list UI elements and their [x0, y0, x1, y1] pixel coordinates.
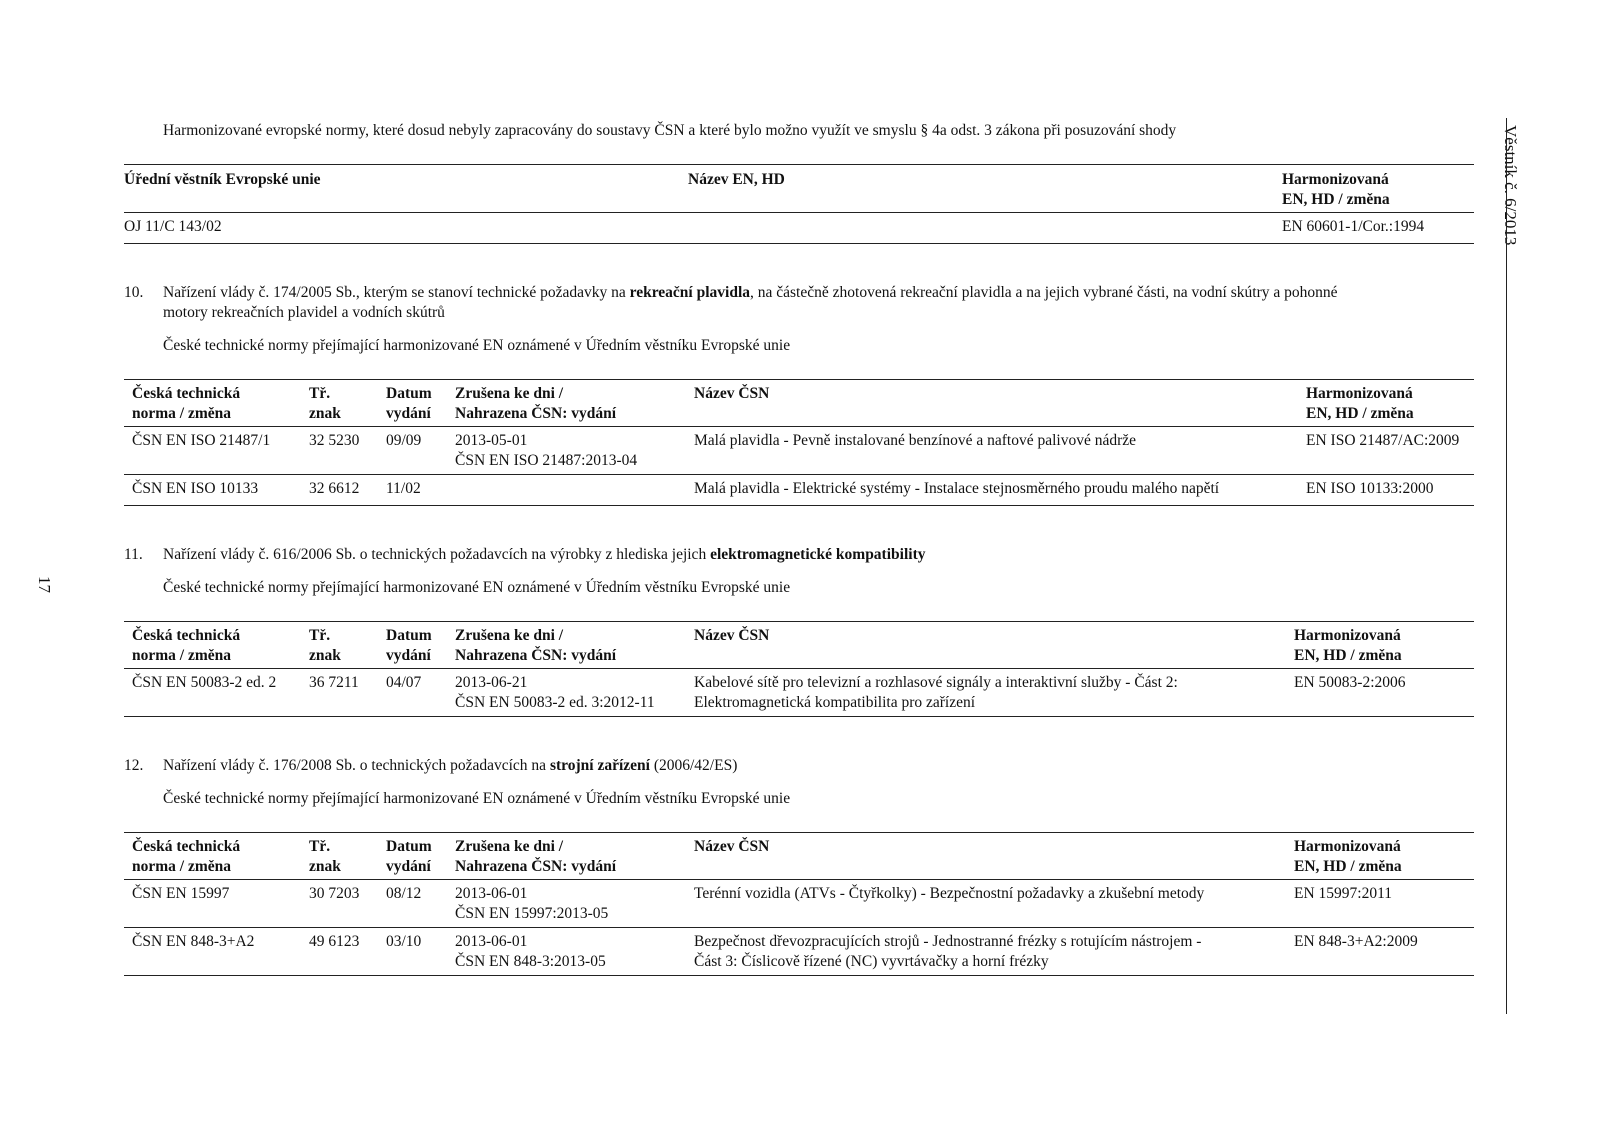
cell-harmonized: EN 50083-2:2006 — [1294, 674, 1406, 691]
th-class: Tř. znak — [309, 838, 341, 875]
cell-harmonized: EN ISO 21487/AC:2009 — [1306, 432, 1460, 449]
cell-class: 32 6612 — [309, 480, 360, 497]
th-csn: Česká technická norma / změna — [132, 838, 241, 875]
rule — [124, 975, 1474, 976]
section-number: 11. — [124, 546, 143, 563]
cell-date: 08/12 — [386, 885, 422, 902]
cell-csn: ČSN EN ISO 21487/1 — [132, 432, 271, 449]
rule — [124, 212, 1474, 213]
th-cancelled: Zrušena ke dni / Nahrazena ČSN: vydání — [455, 838, 617, 875]
th-date: Datum vydání — [386, 385, 432, 422]
rule — [124, 879, 1474, 880]
th-name: Název ČSN — [694, 838, 770, 855]
cell-class: 30 7203 — [309, 885, 360, 902]
header-harmonized-a: Harmonizovaná — [1282, 171, 1389, 188]
cell-date: 03/10 — [386, 933, 422, 950]
cell-date: 04/07 — [386, 674, 422, 691]
cell-name: Terénní vozidla (ATVs - Čtyřkolky) - Bezpečnostní požadavky a zkušební metody — [694, 885, 1205, 902]
cell-name: Bezpečnost dřevozpracujících strojů - Jednostranné frézky s rotujícím nástrojem - Část 3: Číslicově řízené (NC) vyvrtávačky a horní frézky — [694, 933, 1202, 970]
cell-harmonized: EN ISO 10133:2000 — [1306, 480, 1434, 497]
header-name-en: Název EN, HD — [688, 171, 785, 188]
top-heading: Harmonizované evropské normy, které dosud nebyly zapracovány do soustavy ČSN a které bylo možno využít ve smyslu § 4a odst. 3 zákona při posuzování shody — [163, 122, 1177, 139]
section-subtitle: České technické normy přejímající harmonizované EN oznámené v Úředním věstníku Evropské unie — [163, 790, 791, 807]
page-number: 17 — [35, 576, 54, 593]
cell-cancelled: 2013-06-01 ČSN EN 15997:2013-05 — [455, 885, 609, 922]
cell-name: Kabelové sítě pro televizní a rozhlasové signály a interaktivní služby - Část 2: Elektromagnetická kompatibilita pro zařízení — [694, 674, 1178, 711]
th-cancelled: Zrušena ke dni / Nahrazena ČSN: vydání — [455, 385, 617, 422]
th-cancelled: Zrušena ke dni / Nahrazena ČSN: vydání — [455, 627, 617, 664]
th-class: Tř. znak — [309, 385, 341, 422]
section-title: Nařízení vlády č. 616/2006 Sb. o technických požadavcích na výrobky z hlediska jejich elektromagnetické kompatibility — [163, 546, 926, 563]
section-title: Nařízení vlády č. 176/2008 Sb. o technických požadavcích na strojní zařízení (2006/42/ES) — [163, 757, 738, 774]
rule — [124, 832, 1474, 833]
rule — [124, 927, 1474, 928]
rule — [124, 426, 1474, 427]
header-harmonized-b: EN, HD / změna — [1282, 191, 1390, 208]
section-subtitle: České technické normy přejímající harmonizované EN oznámené v Úředním věstníku Evropské unie — [163, 337, 791, 354]
oj-reference: OJ 11/C 143/02 — [124, 218, 222, 235]
th-harmonized: Harmonizovaná EN, HD / změna — [1294, 627, 1402, 664]
right-margin-rule — [1506, 118, 1507, 1014]
th-name: Název ČSN — [694, 627, 770, 644]
th-harmonized: Harmonizovaná EN, HD / změna — [1306, 385, 1414, 422]
rule — [124, 621, 1474, 622]
header-oj: Úřední věstník Evropské unie — [124, 171, 321, 188]
th-harmonized: Harmonizovaná EN, HD / změna — [1294, 838, 1402, 875]
th-date: Datum vydání — [386, 627, 432, 664]
rule — [124, 474, 1474, 475]
section-title: Nařízení vlády č. 174/2005 Sb., kterým se stanoví technické požadavky na rekreační plavidla, na částečně zhotovená rekreační plavidla a na jejich vybrané části, na vodní skútry a pohonné — [163, 284, 1338, 301]
cell-cancelled: 2013-06-01 ČSN EN 848-3:2013-05 — [455, 933, 606, 970]
rule — [124, 668, 1474, 669]
rule — [124, 243, 1474, 244]
cell-date: 09/09 — [386, 432, 422, 449]
cell-name: Malá plavidla - Pevně instalované benzínové a naftové palivové nádrže — [694, 432, 1137, 449]
rule — [124, 716, 1474, 717]
rule — [124, 505, 1474, 506]
cell-cancelled: 2013-05-01 ČSN EN ISO 21487:2013-04 — [455, 432, 638, 469]
section-title-line2: motory rekreačních plavidel a vodních skútrů — [163, 304, 445, 321]
th-class: Tř. znak — [309, 627, 341, 664]
rule — [124, 379, 1474, 380]
cell-harmonized: EN 848-3+A2:2009 — [1294, 933, 1418, 950]
cell-csn: ČSN EN ISO 10133 — [132, 480, 259, 497]
section-subtitle: České technické normy přejímající harmonizované EN oznámené v Úředním věstníku Evropské unie — [163, 579, 791, 596]
rule — [124, 164, 1474, 165]
cell-class: 49 6123 — [309, 933, 360, 950]
th-csn: Česká technická norma / změna — [132, 627, 241, 664]
cell-csn: ČSN EN 50083-2 ed. 2 — [132, 674, 277, 691]
cell-class: 32 5230 — [309, 432, 360, 449]
cell-csn: ČSN EN 15997 — [132, 885, 230, 902]
cell-cancelled: 2013-06-21 ČSN EN 50083-2 ed. 3:2012-11 — [455, 674, 655, 711]
cell-class: 36 7211 — [309, 674, 359, 691]
th-date: Datum vydání — [386, 838, 432, 875]
section-number: 12. — [124, 757, 144, 774]
th-csn: Česká technická norma / změna — [132, 385, 241, 422]
harmonized-en: EN 60601-1/Cor.:1994 — [1282, 218, 1425, 235]
section-number: 10. — [124, 284, 144, 301]
vestnik-label: Věstník č. 6/2013 — [1501, 125, 1520, 246]
th-name: Název ČSN — [694, 385, 770, 402]
cell-date: 11/02 — [386, 480, 421, 497]
cell-name: Malá plavidla - Elektrické systémy - Instalace stejnosměrného proudu malého napětí — [694, 480, 1220, 497]
cell-csn: ČSN EN 848-3+A2 — [132, 933, 255, 950]
cell-harmonized: EN 15997:2011 — [1294, 885, 1393, 902]
